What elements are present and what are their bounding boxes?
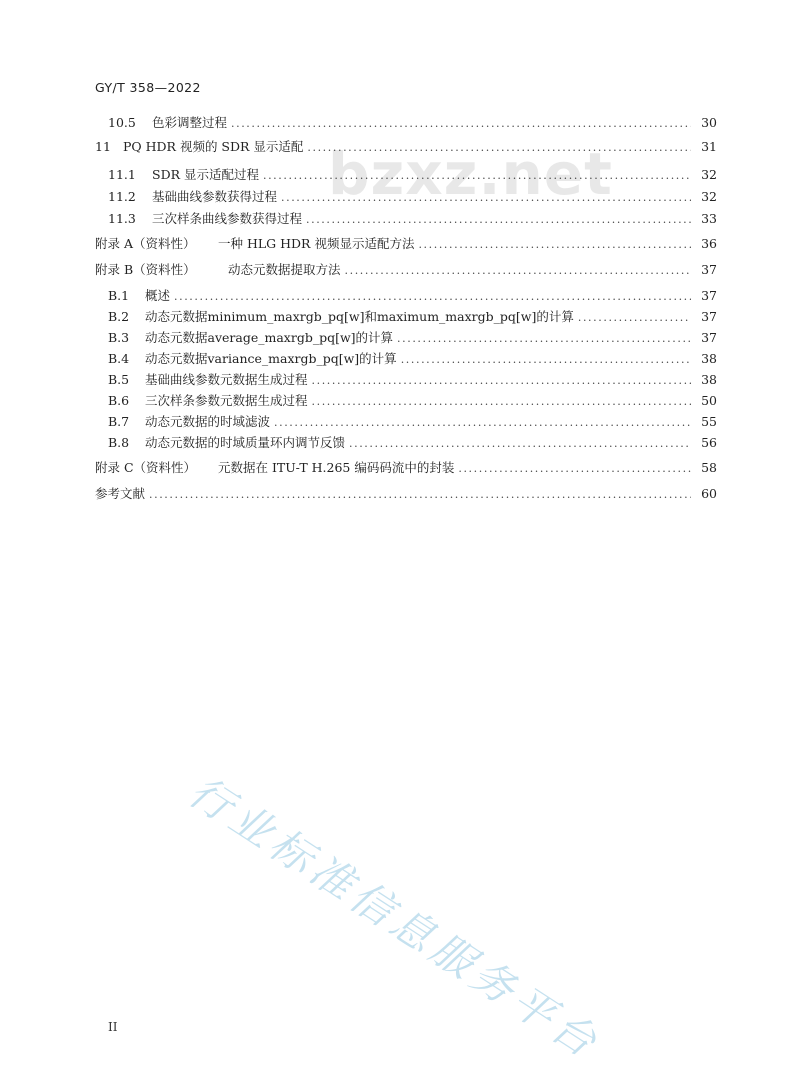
toc-entry-b-3[interactable]: [95, 328, 717, 348]
toc-entry-number: B.8: [108, 435, 130, 450]
toc-entry-page: 58: [701, 460, 717, 475]
toc-dot-leader: [174, 287, 691, 307]
toc-entry-number: 10.5: [108, 115, 136, 130]
toc-entry-b-2[interactable]: [95, 307, 717, 327]
toc-entry-page: 37: [701, 309, 717, 324]
toc-dot-leader: [458, 459, 691, 479]
toc-entry-11-3[interactable]: [95, 209, 717, 229]
toc-entry-number: 附录 B（资料性）: [95, 262, 196, 277]
toc-entry-title: 基础曲线参数获得过程: [152, 189, 278, 204]
toc-dot-leader: [397, 329, 691, 349]
toc-entry-page: 38: [701, 372, 717, 387]
toc-entry-number: B.1: [108, 288, 130, 303]
standard-code-header: GY/T 358—2022: [95, 80, 201, 95]
toc-entry-number: 11: [95, 139, 111, 154]
toc-dot-leader: [312, 392, 691, 412]
toc-entry-appendix-c[interactable]: [95, 458, 717, 478]
toc-entry-number: B.5: [108, 372, 130, 387]
toc-entry-11-1[interactable]: [95, 165, 717, 185]
toc-entry-title: 三次样条曲线参数获得过程: [152, 211, 303, 226]
toc-entry-b-1[interactable]: [95, 286, 717, 306]
toc-dot-leader: [263, 166, 691, 186]
toc-entry-title: SDR 显示适配过程: [152, 167, 259, 182]
toc-entry-title: 参考文献: [95, 486, 146, 501]
toc-entry-11-2[interactable]: [95, 187, 717, 207]
toc-entry-page: 50: [701, 393, 717, 408]
toc-entry-page: 32: [701, 189, 717, 204]
toc-entry-number: B.3: [108, 330, 130, 345]
toc-dot-leader: [307, 138, 691, 158]
toc-entry-number: 附录 C（资料性）: [95, 460, 197, 475]
toc-entry-title: 动态元数据minimum_maxrgb_pq[w]和maximum_maxrgb_pq[w]的计算: [145, 309, 574, 324]
toc-entry-b-5[interactable]: [95, 370, 717, 390]
toc-entry-title: 概述: [145, 288, 171, 303]
toc-entry-title: 动态元数据的时域质量环内调节反馈: [145, 435, 346, 450]
toc-entry-appendix-a[interactable]: [95, 234, 717, 254]
toc-entry-b-4[interactable]: [95, 349, 717, 369]
toc-entry-title: 色彩调整过程: [152, 115, 228, 130]
toc-entry-10-5[interactable]: [95, 113, 717, 133]
toc-entry-b-6[interactable]: [95, 391, 717, 411]
toc-entry-number: B.7: [108, 414, 130, 429]
toc-dot-leader: [231, 114, 691, 134]
toc-entry-page: 37: [701, 262, 717, 277]
toc-entry-page: 37: [701, 330, 717, 345]
toc-dot-leader: [401, 350, 691, 370]
toc-entry-page: 56: [701, 435, 717, 450]
platform-watermark: 行业标准信息服务平台: [180, 766, 610, 1070]
toc-entry-number: 11.3: [108, 211, 136, 226]
toc-dot-leader: [349, 434, 691, 454]
toc-entry-title: PQ HDR 视频的 SDR 显示适配: [123, 139, 304, 154]
toc-entry-b-7[interactable]: [95, 412, 717, 432]
toc-entry-appendix-b[interactable]: [95, 260, 717, 280]
toc-entry-page: 32: [701, 167, 717, 182]
toc-dot-leader: [306, 210, 691, 230]
toc-entry-title: 基础曲线参数元数据生成过程: [145, 372, 308, 387]
site-watermark: bzxz.net: [328, 140, 613, 208]
toc-entry-title: 元数据在 ITU-T H.265 编码码流中的封装: [218, 460, 455, 475]
toc-dot-leader: [345, 261, 691, 281]
toc-entry-title: 一种 HLG HDR 视频显示适配方法: [218, 236, 415, 251]
toc-entry-page: 37: [701, 288, 717, 303]
toc-dot-leader: [149, 485, 691, 505]
toc-dot-leader: [312, 371, 691, 391]
toc-entry-title: 动态元数据的时域滤波: [145, 414, 271, 429]
toc-entry-page: 31: [701, 139, 717, 154]
toc-entry-11[interactable]: [95, 137, 717, 157]
toc-entry-page: 55: [701, 414, 717, 429]
toc-entry-b-8[interactable]: [95, 433, 717, 453]
toc-entry-number: 11.2: [108, 189, 136, 204]
toc-entry-title: 动态元数据variance_maxrgb_pq[w]的计算: [145, 351, 397, 366]
toc-entry-number: 11.1: [108, 167, 136, 182]
toc-dot-leader: [281, 188, 691, 208]
toc-entry-page: 33: [701, 211, 717, 226]
toc-entry-number: B.4: [108, 351, 130, 366]
page-number: II: [108, 1020, 118, 1034]
toc-entry-page: 38: [701, 351, 717, 366]
toc-entry-title: 三次样条参数元数据生成过程: [145, 393, 308, 408]
toc-entry-page: 30: [701, 115, 717, 130]
toc-entry-number: B.2: [108, 309, 130, 324]
toc-dot-leader: [418, 235, 691, 255]
toc-entry-title: 动态元数据average_maxrgb_pq[w]的计算: [145, 330, 394, 345]
toc-dot-leader: [578, 308, 691, 328]
toc-entry-references[interactable]: [95, 484, 717, 504]
toc-dot-leader: [274, 413, 691, 433]
toc-entry-page: 60: [701, 486, 717, 501]
toc-entry-title: 动态元数据提取方法: [228, 262, 341, 277]
toc-entry-number: 附录 A（资料性）: [95, 236, 196, 251]
toc-entry-page: 36: [701, 236, 717, 251]
toc-entry-number: B.6: [108, 393, 130, 408]
